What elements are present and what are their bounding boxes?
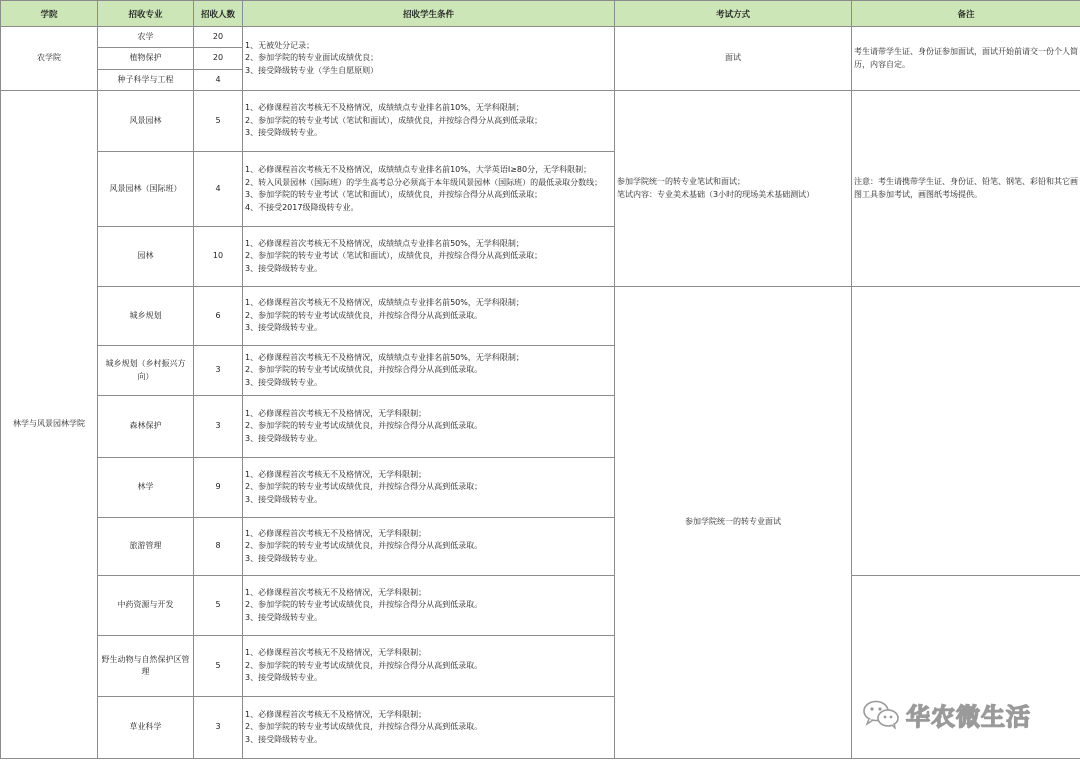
conditions-cell: 1、必修课程首次考核无不及格情况，无学科限制； 2、参加学院的转专业考试成绩优良，并按综合得分从高到低录取。 3、接受降级转专业。 [243, 576, 615, 636]
remark-cell: 注意：考生请携带学生证、身份证、铅笔、钢笔、彩铅和其它画图工具参加考试，画图纸考场提供。 [852, 91, 1080, 287]
quota-cell: 3 [194, 697, 243, 759]
header-row [1, 1, 1080, 27]
watermark-text: 华农微生活 [906, 702, 1031, 731]
college-cell: 农学院 [1, 27, 98, 91]
quota-cell: 20 [194, 48, 243, 70]
college-cell: 林学与风景园林学院 [1, 91, 98, 759]
major-cell: 园林 [98, 227, 194, 287]
exam-cell: 参加学院统一的转专业面试 [615, 287, 852, 759]
table-row [1, 287, 1080, 346]
wechat-icon [862, 699, 900, 729]
conditions-cell: 1、必修课程首次考核无不及格情况，无学科限制； 2、参加学院的转专业考试成绩优良，并按综合得分从高到低录取。 3、接受降级转专业。 [243, 636, 615, 697]
major-cell: 农学 [98, 27, 194, 48]
conditions-cell: 1、必修课程首次考核无不及格情况，成绩绩点专业排名前50%，无学科限制； 2、参加学院的转专业考试成绩优良，并按综合得分从高到低录取。 3、接受降级转专业。 [243, 287, 615, 346]
conditions-cell: 1、必修课程首次考核无不及格情况，无学科限制； 2、参加学院的转专业考试成绩优良，并按综合得分从高到低录取； 3、接受降级转专业。 [243, 458, 615, 518]
quota-cell: 9 [194, 458, 243, 518]
conditions-cell: 1、必修课程首次考核无不及格情况，成绩绩点专业排名前50%，无学科限制； 2、参加学院的转专业考试（笔试和面试），成绩优良，并按综合得分从高到低录取； 3、接受降级转专业。 [243, 227, 615, 287]
table-row [1, 576, 1080, 636]
major-cell: 旅游管理 [98, 518, 194, 576]
major-cell: 风景园林（国际班） [98, 152, 194, 227]
major-cell: 植物保护 [98, 48, 194, 70]
major-cell: 城乡规划 [98, 287, 194, 346]
quota-cell: 4 [194, 70, 243, 91]
conditions-cell: 1、必修课程首次考核无不及格情况，成绩绩点专业排名前10%，大学英语Ⅰ≥80分，无学科限制； 2、转入风景园林（国际班）的学生高考总分必须高于本年级风景园林（国际班）的最低录取分数线； 3、参加学院的转专业考试（笔试和面试），成绩优良，并按综合得分从高到低录取； 4、不接受2017级降级转专业。 [243, 152, 615, 227]
header-major: 招收专业 [98, 1, 194, 27]
conditions-cell: 1、必修课程首次考核无不及格情况，成绩绩点专业排名前10%，无学科限制； 2、参加学院的转专业考试（笔试和面试），成绩优良，并按综合得分从高到低录取； 3、接受降级转专业。 [243, 91, 615, 152]
major-cell: 草业科学 [98, 697, 194, 759]
table-row [1, 27, 1080, 48]
major-cell: 种子科学与工程 [98, 70, 194, 91]
remark-cell: 考生请带学生证、身份证参加面试，面试开始前请交一份个人简历，内容自定。 [852, 27, 1080, 91]
exam-cell: 参加学院统一的转专业笔试和面试； 笔试内容：专业美术基础（3小时的现场美术基础测试） [615, 91, 852, 287]
watermark [862, 696, 1062, 732]
conditions-cell: 1、无被处分记录； 2、参加学院的转专业面试成绩优良； 3、接受降级转专业（学生自愿原则） [243, 27, 615, 91]
quota-cell: 5 [194, 636, 243, 697]
quota-cell: 3 [194, 396, 243, 458]
conditions-cell: 1、必修课程首次考核无不及格情况，无学科限制； 2、参加学院的转专业考试成绩优良，并按综合得分从高到低录取。 3、接受降级转专业。 [243, 697, 615, 759]
conditions-cell: 1、必修课程首次考核无不及格情况，无学科限制； 2、参加学院的转专业考试成绩优良，并按综合得分从高到低录取。 3、接受降级转专业。 [243, 518, 615, 576]
quota-cell: 5 [194, 576, 243, 636]
table-row [1, 91, 1080, 152]
exam-cell: 面试 [615, 27, 852, 91]
header-remarks: 备注 [852, 1, 1080, 27]
major-cell: 林学 [98, 458, 194, 518]
quota-cell: 20 [194, 27, 243, 48]
quota-cell: 3 [194, 346, 243, 396]
major-cell: 城乡规划（乡村振兴方向） [98, 346, 194, 396]
header-conditions: 招收学生条件 [243, 1, 615, 27]
major-cell: 中药资源与开发 [98, 576, 194, 636]
header-quota: 招收人数 [194, 1, 243, 27]
conditions-cell: 1、必修课程首次考核无不及格情况，无学科限制； 2、参加学院的转专业考试成绩优良，并按综合得分从高到低录取。 3、接受降级转专业。 [243, 396, 615, 458]
major-cell: 森林保护 [98, 396, 194, 458]
conditions-cell: 1、必修课程首次考核无不及格情况，成绩绩点专业排名前50%，无学科限制； 2、参加学院的转专业考试成绩优良，并按综合得分从高到低录取。 3、接受降级转专业。 [243, 346, 615, 396]
quota-cell: 4 [194, 152, 243, 227]
quota-cell: 10 [194, 227, 243, 287]
major-cell: 野生动物与自然保护区管理 [98, 636, 194, 697]
quota-cell: 5 [194, 91, 243, 152]
header-exam: 考试方式 [615, 1, 852, 27]
header-college: 学院 [1, 1, 98, 27]
remark-cell [852, 287, 1080, 576]
quota-cell: 8 [194, 518, 243, 576]
quota-cell: 6 [194, 287, 243, 346]
major-cell: 风景园林 [98, 91, 194, 152]
